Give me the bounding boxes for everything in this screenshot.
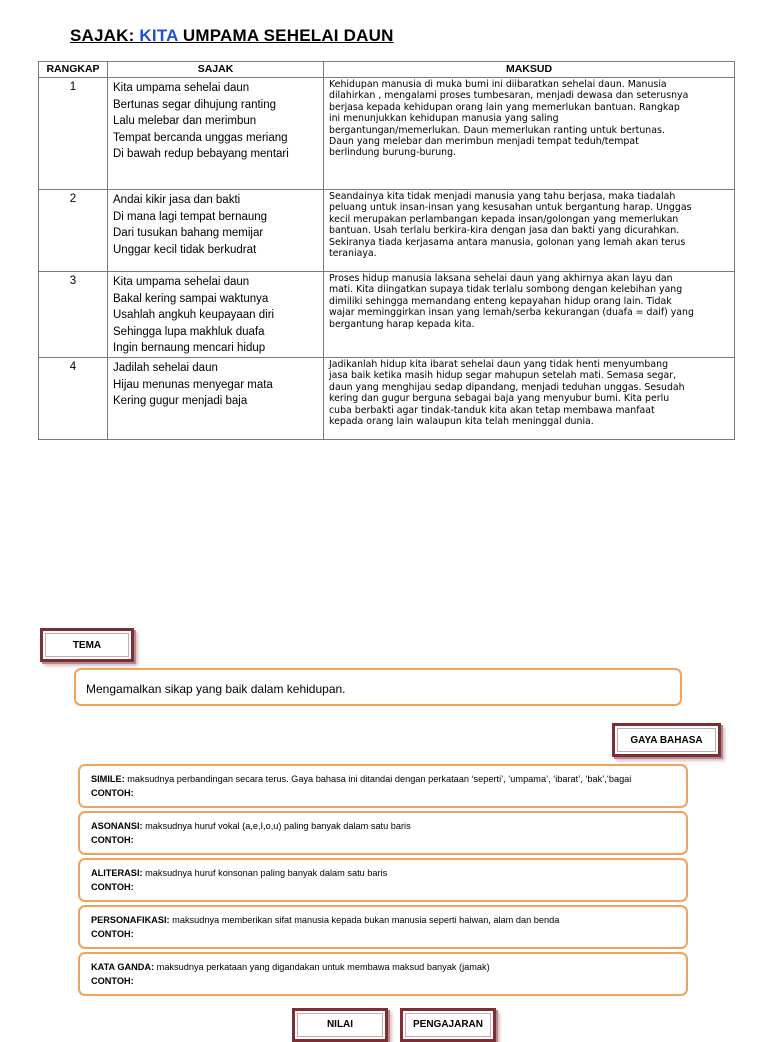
- poem-line: Kering gugur menjadi baja: [113, 395, 248, 408]
- maksud-line: kepada orang lain walaupun kita telah meninggal dunia.: [329, 416, 594, 427]
- maksud-line: teraniaya.: [329, 248, 377, 260]
- maksud-line: cuba berbakti agar tindak-tanduk kita akan tetap membawa manfaat: [329, 404, 655, 416]
- nilai-tab: NILAI: [292, 1008, 388, 1042]
- maksud-line: daun yang menghijau sedap dipandang, menjadi teduhan unggas. Sesudah: [329, 381, 685, 393]
- table-row: [39, 78, 735, 190]
- maksud-line: mati. Kita diingatkan supaya tidak terlalu sombong dengan kelebihan yang: [329, 284, 683, 296]
- gaya-bahasa-item-kata-ganda: KATA GANDA: maksudnya perkataan yang digandakan untuk membawa maksud banyak (jamak) CONTOH:: [78, 952, 688, 996]
- column-header-rangkap: RANGKAP: [39, 62, 108, 78]
- poem-line: Hijau menunas menyegar mata: [113, 378, 273, 391]
- contoh-label: CONTOH:: [91, 835, 134, 845]
- maksud-cell: [324, 190, 735, 272]
- poem-line: Tempat bercanda unggas meriang: [113, 131, 288, 144]
- table-header-row: [39, 62, 735, 78]
- gaya-bahasa-item-asonansi: ASONANSI: maksudnya huruf vokal (a,e,I,o,u) paling banyak dalam satu baris CONTOH:: [78, 811, 688, 855]
- maksud-line: ini menunjukkan kehidupan manusia yang saling: [329, 113, 559, 125]
- poem-line: Lalu melebar dan merimbun: [113, 115, 257, 128]
- maksud-line: Seandainya kita tidak menjadi manusia yang tahu berjasa, maka tiadalah: [329, 191, 676, 202]
- maksud-line: Kehidupan manusia di muka bumi ini diibaratkan sehelai daun. Manusia: [329, 79, 667, 90]
- maksud-line: peluang untuk insan-insan yang kesusahan untuk bergantung harap. Unggas: [329, 202, 692, 214]
- maksud-line: jasa baik ketika masih hidup segar mahupun setelah mati. Semasa segar,: [329, 370, 677, 382]
- maksud-cell: [324, 78, 735, 190]
- poem-line: Unggar kecil tidak berkudrat: [113, 243, 257, 256]
- maksud-line: berlindung burung-burung.: [329, 147, 457, 159]
- pengajaran-tab: PENGAJARAN: [400, 1008, 496, 1042]
- table-row: [39, 190, 735, 272]
- maksud-line: Jadikanlah hidup kita ibarat sehelai daun yang tidak henti menyumbang: [329, 358, 669, 370]
- tema-box: [74, 668, 682, 706]
- maksud-cell: [324, 357, 735, 439]
- tema-tab: TEMA: [40, 628, 134, 662]
- maksud-line: wajar meminggirkan insan yang lemah/serba kekurangan (duafa = daif) yang: [329, 307, 694, 319]
- poem-line: Di bawah redup bebayang mentari: [113, 148, 289, 161]
- poem-line: Sehingga lupa makhluk duafa: [113, 325, 265, 338]
- rangkap-number: 1: [39, 78, 108, 190]
- maksud-line: kering dan gugur berguna sebagai baja yang menyubur bumi. Kita perlu: [329, 393, 670, 405]
- poem-line: Di mana lagi tempat bernaung: [113, 210, 268, 223]
- maksud-line: bergantung harap kepada kita.: [329, 318, 475, 330]
- maksud-cell: [324, 272, 735, 358]
- sajak-cell: [108, 272, 324, 358]
- contoh-label: CONTOH:: [91, 788, 134, 798]
- gaya-bahasa-item-aliterasi: ALITERASI: maksudnya huruf konsonan paling banyak dalam satu baris CONTOH:: [78, 858, 688, 902]
- contoh-label: CONTOH:: [91, 882, 134, 892]
- poem-line: Bertunas segar dihujung ranting: [113, 98, 277, 111]
- maksud-line: dilahirkan , mengalami proses tumbesaran, menjadi dewasa dan seterusnya: [329, 90, 689, 102]
- rangkap-number: 2: [39, 190, 108, 272]
- maksud-line: Daun yang melebar dan merimbun menjadi tempat teduh/tempat: [329, 136, 639, 148]
- column-header-maksud: MAKSUD: [324, 62, 735, 78]
- maksud-line: Sekiranya tiada kerjasama antara manusia, golonan yang lemah akan terus: [329, 236, 686, 248]
- sajak-cell: [108, 78, 324, 190]
- poem-line: Usahlah angkuh keupayaan diri: [113, 309, 275, 322]
- poem-line: Bakal kering sampai waktunya: [113, 292, 269, 305]
- maksud-line: dimiliki sehingga memandang enteng kepayahan hidup orang lain. Tidak: [329, 295, 672, 307]
- poem-line: Ingin bernaung mencari hidup: [113, 342, 266, 355]
- gaya-bahasa-item-personafikasi: PERSONAFIKASI: maksudnya memberikan sifat manusia kepada bukan manusia seperti haiwan, alam dan benda CONTOH:: [78, 905, 688, 949]
- maksud-line: bantuan. Usah terlalu berkira-kira dengan jasa dan bakti yang dicurahkan.: [329, 225, 680, 237]
- table-row: [39, 357, 735, 439]
- contoh-label: CONTOH:: [91, 929, 134, 939]
- maksud-line: Proses hidup manusia laksana sehelai daun yang akhirnya akan layu dan: [329, 273, 673, 284]
- column-header-sajak: SAJAK: [108, 62, 324, 78]
- maksud-line: bergantungan/memerlukan. Daun memerlukan ranting untuk bertunas.: [329, 124, 665, 136]
- poem-line: Kita umpama sehelai daun: [113, 82, 250, 94]
- poem-line: Kita umpama sehelai daun: [113, 276, 250, 288]
- rangkap-number: 4: [39, 357, 108, 439]
- tema-text: Mengamalkan sikap yang baik dalam kehidupan.: [86, 682, 346, 696]
- maksud-line: berjasa kepada kehidupan orang lain yang memerlukan bantuan. Rangkap: [329, 101, 680, 113]
- maksud-line: kecil merupakan perlambangan kepada insan/golongan yang memerlukan: [329, 213, 679, 225]
- gaya-bahasa-item-simile: SIMILE: maksudnya perbandingan secara terus. Gaya bahasa ini ditandai dengan perkataan ‘seperti’, ‘umpama’, ‘ibarat’, ‘bak’,‘bagai CONTOH:: [78, 764, 688, 808]
- contoh-label: CONTOH:: [91, 976, 134, 986]
- sajak-cell: [108, 357, 324, 439]
- poem-line: Andai kikir jasa dan bakti: [113, 194, 241, 206]
- gaya-bahasa-tab: GAYA BAHASA: [612, 723, 721, 757]
- poem-line: Dari tusukan bahang memijar: [113, 227, 264, 240]
- poem-line: Jadilah sehelai daun: [113, 361, 218, 374]
- sajak-cell: [108, 190, 324, 272]
- poem-table: [38, 61, 735, 440]
- rangkap-number: 3: [39, 272, 108, 358]
- page-title: SAJAK: KITA UMPAMA SEHELAI DAUN: [70, 26, 394, 45]
- table-row: [39, 272, 735, 358]
